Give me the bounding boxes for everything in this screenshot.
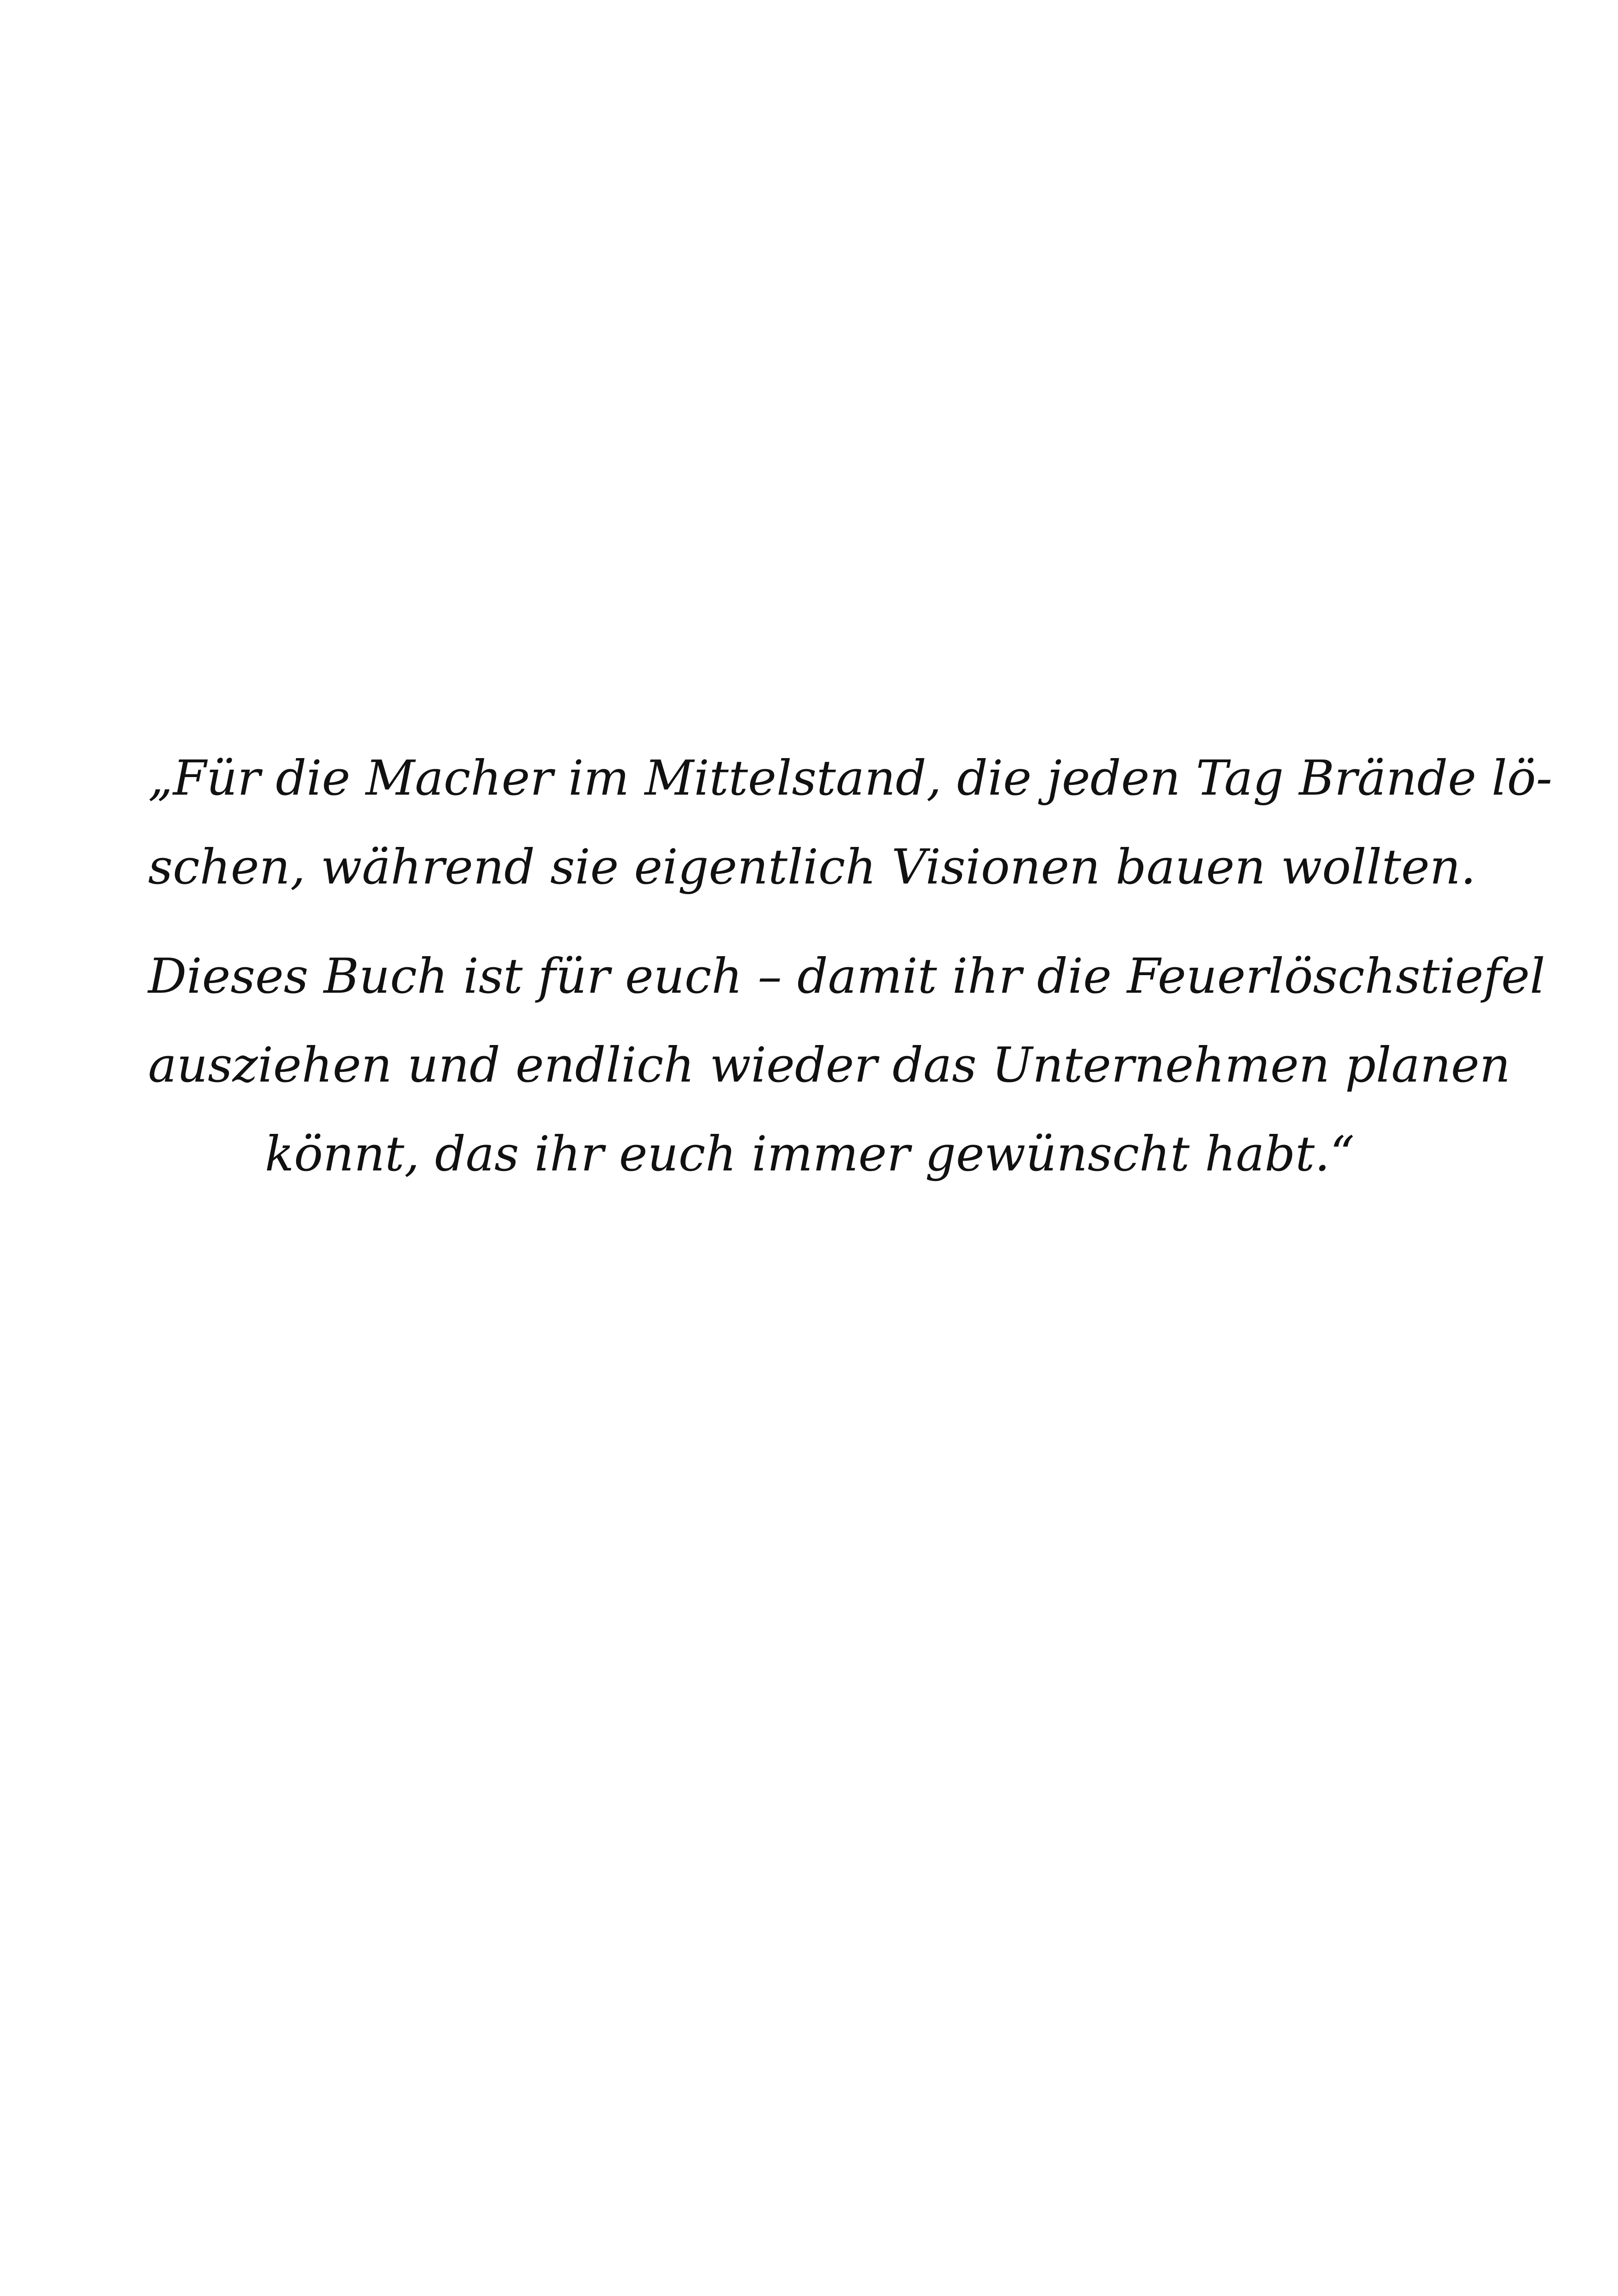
dedication-paragraph (148, 932, 1545, 1198)
dedication-paragraph (148, 734, 1552, 911)
dedication-line: Dieses Buch ist für euch – damit ihr die Feuerlöschstiefel (148, 948, 1545, 1004)
dedication-text (148, 734, 1552, 1198)
dedication-line: „Für die Macher im Mittelstand, die jeden Tag Brände lö- (148, 750, 1552, 806)
dedication-line: ausziehen und endlich wieder das Unternehmen planen (148, 1037, 1511, 1093)
dedication-line: schen, während sie eigentlich Visionen bauen wollten. (148, 839, 1476, 895)
dedication-line: könnt, das ihr euch immer gewünscht habt.“ (265, 1126, 1355, 1182)
